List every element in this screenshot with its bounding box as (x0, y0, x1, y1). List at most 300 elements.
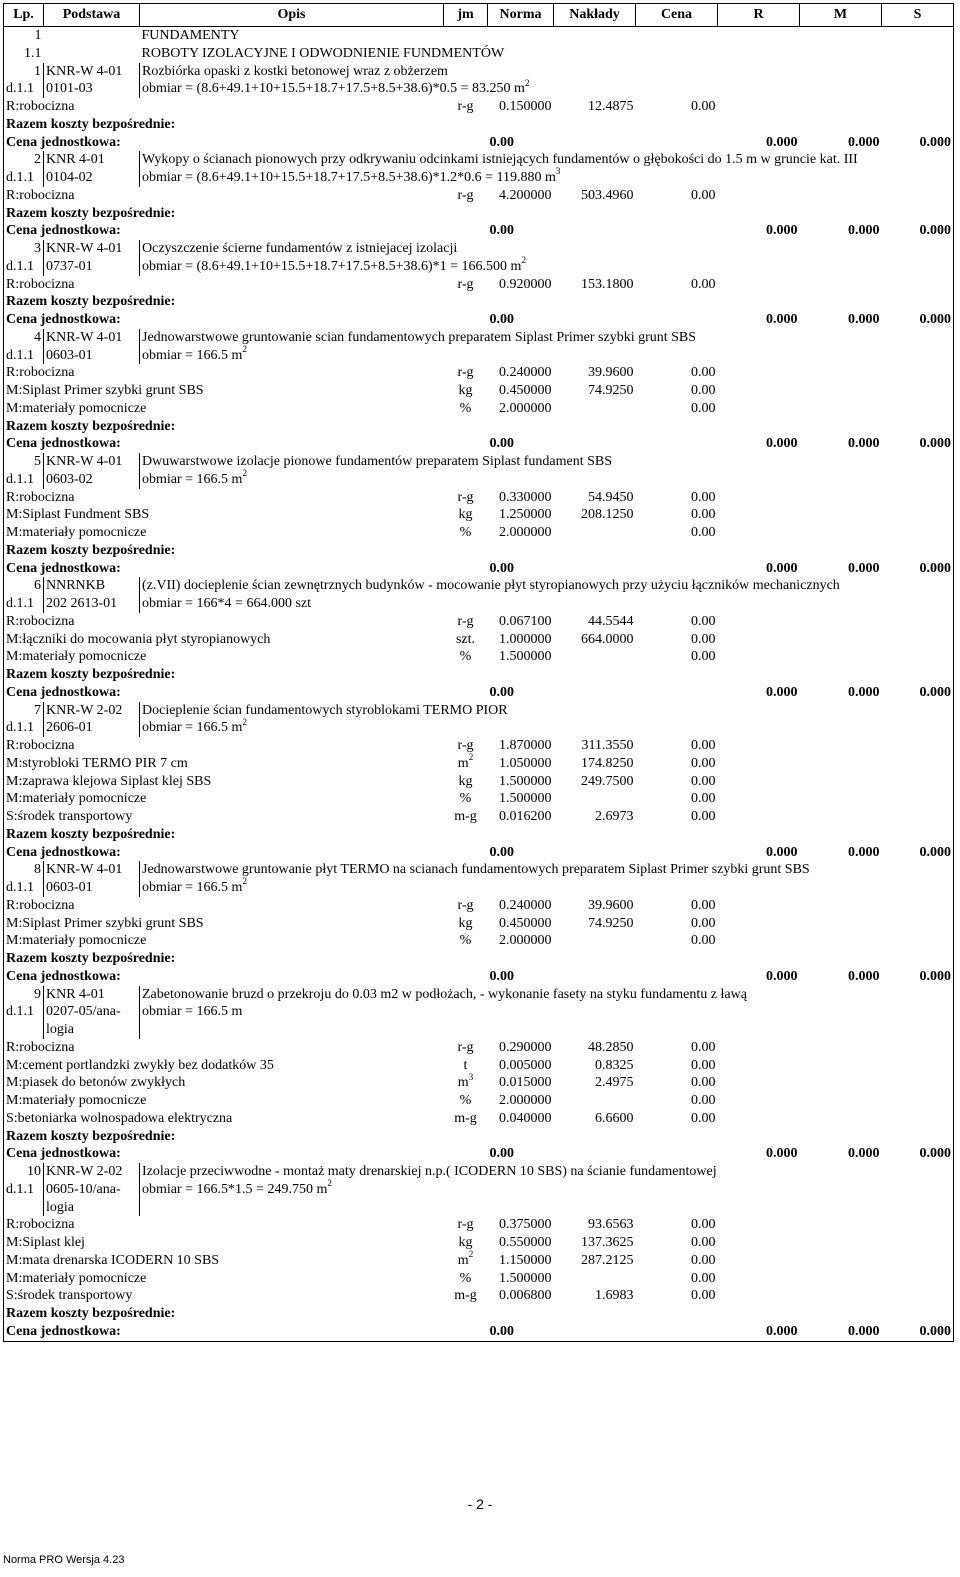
resource-row (4, 276, 954, 294)
resource-name: M:materiały pomocnicze (4, 524, 444, 542)
resource-unit-text: kg (458, 773, 473, 789)
item-obmiar-exponent: 2 (521, 255, 526, 266)
item-obmiar-exponent: 2 (524, 77, 530, 88)
item-basis-position: 0605-10/ana- (44, 1181, 140, 1199)
resource-row (4, 1270, 954, 1288)
col-header-naklady: Nakłady (554, 4, 636, 27)
direct-costs-label: Razem koszty bezpośrednie: (4, 293, 882, 311)
resource-unit-text: t (463, 1057, 468, 1073)
resource-name: M:materiały pomocnicze (4, 1092, 444, 1110)
item-lp: 2 (4, 151, 44, 169)
unit-price-m: 0.000 (848, 560, 880, 576)
resource-unit-text: % (459, 649, 472, 665)
resource-cena: 0.00 (691, 400, 716, 416)
resource-unit-exponent: 2 (468, 752, 474, 763)
item-lp-section: d.1.1 (4, 1003, 44, 1021)
subsection-row (4, 45, 954, 63)
resource-row (4, 382, 954, 400)
resource-norma: 0.450000 (499, 383, 552, 398)
unit-price-label: Cena jednostkowa: (4, 134, 444, 152)
resource-cena: 0.00 (691, 1039, 716, 1055)
resource-naklady: 137.3625 (581, 1235, 634, 1250)
resource-unit (444, 1092, 488, 1110)
resource-unit (444, 1110, 488, 1128)
resource-unit (444, 932, 488, 950)
item-description: Dwuwarstwowe izolacje pionowe fundamentów preparatem Siplast fundament SBS (140, 453, 882, 471)
item-obmiar-text: obmiar = (8.6+49.1+10+15.5+18.7+17.5+8.5+38.6)*1 = 166.500 m (142, 258, 522, 274)
resource-cena: 0.00 (691, 1110, 716, 1126)
item-basis-catalog: KNR-W 4-01 (44, 329, 140, 347)
resource-unit (444, 1249, 488, 1270)
resource-row (4, 648, 954, 666)
resource-unit (444, 631, 488, 649)
unit-price-label: Cena jednostkowa: (4, 560, 444, 578)
resource-norma: 0.550000 (499, 1235, 552, 1250)
resource-cena: 0.00 (691, 525, 716, 540)
direct-costs-row (4, 205, 954, 223)
item-lp-section: d.1.1 (4, 169, 44, 187)
unit-price-s: 0.000 (882, 684, 954, 702)
resource-unit-text: m (457, 1075, 469, 1091)
unit-price-s: 0.000 (882, 435, 954, 453)
col-header-cena: Cena (636, 4, 718, 27)
item-obmiar (140, 77, 882, 98)
item-basis-catalog: KNR-W 4-01 (44, 240, 140, 258)
resource-row (4, 631, 954, 649)
item-basis-position: 0101-03 (44, 80, 140, 98)
item-basis-catalog: NNRNKB (44, 577, 140, 595)
direct-costs-row (4, 1128, 954, 1146)
resource-cena: 0.00 (691, 1235, 716, 1250)
unit-price-value: 0.00 (489, 134, 514, 150)
item-row (4, 63, 954, 81)
resource-norma: 0.920000 (499, 276, 552, 292)
resource-row (4, 1074, 954, 1092)
item-obmiar (140, 343, 882, 365)
resource-norma: 0.067100 (499, 613, 552, 629)
direct-costs-label: Razem koszty bezpośrednie: (4, 418, 882, 436)
col-header-r: R (718, 4, 800, 27)
unit-price-m: 0.000 (848, 134, 880, 150)
resource-unit-text: r-g (457, 276, 474, 292)
unit-price-value: 0.00 (489, 844, 514, 860)
resource-row (4, 737, 954, 755)
item-row (4, 240, 954, 258)
resource-row (4, 790, 954, 808)
unit-price-r: 0.000 (766, 134, 798, 150)
unit-price-row (4, 222, 954, 240)
resource-unit-text: r-g (457, 489, 474, 505)
resource-unit-text: % (459, 1270, 472, 1286)
resource-name: M:zaprawa klejowa Siplast klej SBS (4, 773, 444, 791)
unit-price-label: Cena jednostkowa: (4, 311, 444, 329)
resource-row (4, 1252, 954, 1270)
resource-unit-text: % (459, 933, 472, 949)
resource-name: R:robocizna (4, 737, 444, 755)
item-basis-continuation-row (4, 1021, 954, 1039)
resource-name: M:mata drenarska ICODERN 10 SBS (4, 1252, 444, 1270)
resource-name: R:robocizna (4, 187, 444, 205)
col-header-lp: Lp. (4, 4, 44, 27)
item-obmiar-exponent: 3 (555, 166, 561, 177)
resource-unit (444, 506, 488, 524)
resource-unit (444, 648, 488, 666)
item-obmiar-text: obmiar = 166.5 m (142, 471, 243, 487)
item-obmiar (140, 876, 882, 897)
resource-norma: 0.240000 (499, 897, 552, 913)
resource-unit-text: kg (458, 383, 473, 398)
item-lp-section: d.1.1 (4, 595, 44, 613)
resource-unit (444, 1071, 488, 1092)
resource-cena: 0.00 (691, 1075, 716, 1091)
resource-naklady: 174.8250 (581, 755, 634, 771)
resource-unit-text: r-g (457, 1217, 474, 1233)
resource-unit (444, 1287, 488, 1305)
item-description: Izolacje przeciwwodne - montaż maty drenarskiej n.p.( ICODERN 10 SBS) na ścianie fundamentowej (140, 1163, 882, 1181)
section-number: 1 (4, 27, 44, 45)
resource-norma: 1.500000 (499, 791, 552, 807)
resource-row (4, 613, 954, 631)
resource-norma: 0.450000 (499, 915, 552, 931)
unit-price-m: 0.000 (800, 1323, 882, 1341)
section-row (4, 27, 954, 45)
direct-costs-row (4, 1305, 954, 1323)
resource-unit (444, 1039, 488, 1057)
unit-price-row (4, 844, 954, 862)
resource-name: R:robocizna (4, 489, 444, 507)
resource-unit (444, 773, 488, 791)
resource-unit (444, 737, 488, 755)
item-basis-continuation: logia (44, 1199, 140, 1217)
resource-naklady: 74.9250 (588, 383, 634, 398)
resource-cena: 0.00 (691, 187, 716, 203)
resource-cena: 0.00 (691, 1252, 716, 1268)
resource-name: M:Siplast Primer szybki grunt SBS (4, 915, 444, 933)
item-obmiar (140, 468, 882, 489)
item-row (4, 329, 954, 347)
item-basis-catalog: KNR-W 2-02 (44, 702, 140, 720)
resource-unit (444, 364, 488, 382)
item-obmiar (140, 716, 882, 737)
resource-unit-text: r-g (457, 897, 474, 913)
resource-naklady (554, 932, 636, 950)
resource-name: M:cement portlandzki zwykły bez dodatków 35 (4, 1057, 444, 1075)
resource-name: M:Siplast klej (4, 1234, 444, 1252)
resource-naklady: 2.4975 (595, 1075, 634, 1091)
resource-cena: 0.00 (691, 383, 716, 398)
item-basis-continuation-row (4, 1199, 954, 1217)
resource-name: R:robocizna (4, 897, 444, 915)
item-basis-catalog: KNR 4-01 (44, 986, 140, 1004)
unit-price-label: Cena jednostkowa: (4, 684, 444, 702)
resource-norma: 1.500000 (499, 1270, 552, 1286)
item-description: Docieplenie ścian fundamentowych styroblokami TERMO PIOR (140, 702, 882, 720)
resource-row (4, 1039, 954, 1057)
item-basis-catalog: KNR-W 4-01 (44, 63, 140, 81)
unit-price-label: Cena jednostkowa: (4, 222, 444, 240)
resource-name: M:materiały pomocnicze (4, 932, 444, 950)
resource-name: M:piasek do betonów zwykłych (4, 1074, 444, 1092)
resource-unit (444, 524, 488, 542)
resource-norma: 2.000000 (499, 525, 552, 540)
resource-naklady: 74.9250 (588, 915, 634, 931)
unit-price-s: 0.000 (882, 560, 954, 578)
unit-price-r: 0.000 (766, 560, 798, 576)
unit-price-m: 0.000 (848, 968, 880, 984)
item-obmiar-exponent: 2 (242, 716, 247, 727)
unit-price-row (4, 684, 954, 702)
item-description: Jednowarstwowe gruntowanie scian fundamentowych preparatem Siplast Primer szybki grunt SBS (140, 329, 882, 347)
item-measure-row (4, 1003, 954, 1021)
unit-price-row (4, 1323, 954, 1341)
resource-norma: 0.290000 (499, 1039, 552, 1055)
resource-cena: 0.00 (691, 755, 716, 771)
direct-costs-row (4, 293, 954, 311)
resource-name: M:materiały pomocnicze (4, 400, 444, 418)
resource-naklady: 311.3550 (581, 738, 634, 753)
item-basis-catalog: KNR-W 2-02 (44, 1163, 140, 1181)
resource-name: S:środek transportowy (4, 1287, 444, 1305)
resource-unit-text: r-g (457, 99, 474, 114)
resource-unit (444, 276, 488, 294)
unit-price-value: 0.00 (489, 1146, 514, 1162)
item-measure-row (4, 595, 954, 613)
resource-unit (444, 915, 488, 933)
col-header-jm: jm (444, 4, 488, 27)
item-basis-position: 2606-01 (44, 719, 140, 737)
unit-price-row (4, 134, 954, 152)
item-lp-section: d.1.1 (4, 471, 44, 489)
item-description: Rozbiórka opaski z kostki betonowej wraz z obżerzem (140, 63, 882, 81)
resource-name: S:betoniarka wolnospadowa elektryczna (4, 1110, 444, 1128)
item-description: Wykopy o ścianach pionowych przy odkrywaniu odcinkami istniejących fundamentów o głębokości do 1.5 m w gruncie kat. III (140, 151, 882, 169)
item-lp-section: d.1.1 (4, 719, 44, 737)
resource-norma: 2.000000 (499, 400, 552, 416)
resource-naklady (554, 400, 636, 418)
resource-naklady: 153.1800 (581, 276, 634, 292)
footer-software-version: Norma PRO Wersja 4.23 (3, 1554, 125, 1566)
item-measure-row (4, 879, 954, 897)
item-lp-section: d.1.1 (4, 879, 44, 897)
resource-naklady: 39.9600 (588, 897, 634, 913)
resource-naklady: 48.2850 (588, 1039, 634, 1055)
resource-unit (444, 382, 488, 400)
resource-cena: 0.00 (691, 276, 716, 292)
resource-unit (444, 752, 488, 773)
resource-row (4, 506, 954, 524)
resource-naklady: 1.6983 (595, 1288, 634, 1304)
resource-naklady: 2.6973 (595, 809, 634, 824)
resource-name: M:Siplast Primer szybki grunt SBS (4, 382, 444, 400)
resource-cena: 0.00 (691, 1057, 716, 1073)
resource-row (4, 808, 954, 826)
resource-row (4, 400, 954, 418)
resource-unit-text: % (459, 525, 472, 540)
col-header-s: S (882, 4, 954, 27)
resource-cena: 0.00 (691, 738, 716, 753)
resource-norma: 1.500000 (499, 649, 552, 665)
item-basis-catalog: KNR 4-01 (44, 151, 140, 169)
resource-cena: 0.00 (691, 773, 716, 789)
resource-unit-text: r-g (457, 1039, 474, 1055)
resource-name: R:robocizna (4, 613, 444, 631)
resource-name: M:łączniki do mocowania płyt styropianowych (4, 631, 444, 649)
resource-naklady: 503.4960 (581, 187, 634, 203)
col-header-podstawa: Podstawa (44, 4, 140, 27)
direct-costs-row (4, 666, 954, 684)
resource-cena: 0.00 (691, 1093, 716, 1108)
resource-unit (444, 489, 488, 507)
resource-norma: 1.050000 (499, 755, 552, 771)
resource-row (4, 1287, 954, 1305)
item-measure-row (4, 258, 954, 276)
item-obmiar-text: obmiar = 166.5 m (142, 1004, 243, 1020)
resource-norma: 1.870000 (499, 738, 552, 753)
unit-price-r: 0.000 (766, 968, 798, 984)
resource-cena: 0.00 (691, 489, 716, 505)
resource-norma: 0.240000 (499, 365, 552, 381)
item-lp: 4 (4, 329, 44, 347)
unit-price-m: 0.000 (848, 223, 880, 239)
resource-unit (444, 1234, 488, 1252)
item-obmiar-text: obmiar = 166.5 m (142, 347, 243, 363)
resource-cena: 0.00 (691, 507, 716, 523)
resource-naklady (554, 1092, 636, 1110)
resource-naklady: 93.6563 (588, 1217, 634, 1233)
item-measure-row (4, 347, 954, 365)
item-obmiar-text: obmiar = 166.5 m (142, 720, 243, 736)
unit-price-r: 0.000 (766, 436, 798, 452)
resource-row (4, 489, 954, 507)
resource-unit (444, 897, 488, 915)
resource-cena: 0.00 (691, 365, 716, 381)
item-basis-position: 0737-01 (44, 258, 140, 276)
item-measure-row (4, 471, 954, 489)
resource-naklady (554, 1270, 636, 1288)
page-number: - 2 - (467, 1496, 493, 1512)
item-obmiar-exponent: 2 (242, 468, 247, 479)
resource-row (4, 1234, 954, 1252)
unit-price-m: 0.000 (848, 844, 880, 860)
direct-costs-row (4, 826, 954, 844)
resource-norma: 0.005000 (499, 1057, 552, 1073)
item-obmiar-text: obmiar = (8.6+49.1+10+15.5+18.7+17.5+8.5+38.6)*0.5 = 83.250 m (142, 81, 525, 97)
resource-unit-text: r-g (457, 365, 474, 381)
resource-naklady: 44.5544 (588, 613, 634, 629)
item-measure-row (4, 719, 954, 737)
item-basis-catalog: KNR-W 4-01 (44, 453, 140, 471)
item-basis-position: 202 2613-01 (44, 595, 140, 613)
col-header-opis: Opis (140, 4, 444, 27)
direct-costs-row (4, 418, 954, 436)
unit-price-m: 0.000 (848, 684, 880, 700)
resource-row (4, 915, 954, 933)
resource-unit-text: % (459, 400, 472, 416)
resource-row (4, 1216, 954, 1234)
unit-price-label: Cena jednostkowa: (4, 1145, 444, 1163)
item-obmiar (140, 1178, 882, 1199)
resource-unit (444, 808, 488, 826)
unit-price-label: Cena jednostkowa: (4, 435, 444, 453)
resource-row (4, 98, 954, 116)
resource-unit-text: % (459, 1093, 472, 1108)
item-basis-continuation: logia (44, 1021, 140, 1039)
unit-price-label: Cena jednostkowa: (4, 1323, 444, 1341)
resource-row (4, 755, 954, 773)
resource-name: R:robocizna (4, 1039, 444, 1057)
direct-costs-label: Razem koszty bezpośrednie: (4, 826, 882, 844)
item-basis-position: 0104-02 (44, 169, 140, 187)
resource-row (4, 773, 954, 791)
resource-naklady: 54.9450 (588, 489, 634, 505)
resource-naklady: 6.6600 (595, 1110, 634, 1126)
resource-norma: 4.200000 (499, 187, 552, 203)
item-basis-position: 0603-01 (44, 879, 140, 897)
resource-row (4, 932, 954, 950)
resource-unit-text: kg (458, 1235, 473, 1250)
item-obmiar-exponent: 2 (242, 876, 247, 887)
unit-price-value: 0.00 (489, 312, 514, 327)
resource-unit-text: m-g (454, 1110, 477, 1126)
item-obmiar-text: obmiar = (8.6+49.1+10+15.5+18.7+17.5+8.5+38.6)*1.2*0.6 = 119.880 m (142, 170, 556, 185)
item-row (4, 577, 954, 595)
item-description: Oczyszczenie ścierne fundamentów z istniejacej izolacji (140, 240, 882, 258)
item-obmiar-text: obmiar = 166.5 m (142, 880, 243, 895)
resource-naklady (554, 790, 636, 808)
resource-norma: 1.250000 (499, 507, 552, 523)
item-obmiar-text: obmiar = 166*4 = 664.000 szt (142, 596, 311, 611)
resource-naklady: 208.1250 (581, 507, 634, 523)
resource-unit (444, 98, 488, 116)
resource-row (4, 524, 954, 542)
unit-price-s: 0.000 (882, 844, 954, 862)
resource-unit (444, 1216, 488, 1234)
item-lp: 5 (4, 453, 44, 471)
direct-costs-label: Razem koszty bezpośrednie: (4, 950, 882, 968)
resource-norma: 0.040000 (499, 1110, 552, 1126)
resource-cena: 0.00 (691, 933, 716, 949)
item-obmiar-exponent: 2 (327, 1178, 332, 1189)
resource-unit (444, 1270, 488, 1288)
item-basis-position: 0207-05/ana- (44, 1003, 140, 1021)
resource-row (4, 1092, 954, 1110)
unit-price-value: 0.00 (489, 436, 514, 452)
table-header-row (4, 4, 954, 27)
resource-naklady: 39.9600 (588, 365, 634, 381)
unit-price-m: 0.000 (848, 312, 880, 327)
resource-row (4, 1057, 954, 1075)
resource-unit-exponent: 3 (468, 1071, 474, 1082)
direct-costs-label: Razem koszty bezpośrednie: (4, 1305, 882, 1323)
item-description: Zabetonowanie bruzd o przekroju do 0.03 m2 w podłożach, - wykonanie fasety na styku fundamentu z ławą (140, 986, 882, 1004)
resource-name: M:materiały pomocnicze (4, 790, 444, 808)
item-lp: 7 (4, 702, 44, 720)
unit-price-value: 0.00 (489, 684, 514, 700)
resource-unit-text: kg (458, 915, 473, 931)
resource-norma: 1.000000 (499, 631, 552, 647)
direct-costs-row (4, 116, 954, 134)
resource-cena: 0.00 (691, 649, 716, 665)
item-lp: 9 (4, 986, 44, 1004)
resource-unit (444, 400, 488, 418)
item-row (4, 861, 954, 879)
item-obmiar (140, 166, 882, 187)
resource-name: R:robocizna (4, 364, 444, 382)
resource-norma: 2.000000 (499, 933, 552, 949)
unit-price-s: 0.000 (882, 1145, 954, 1163)
item-measure-row (4, 169, 954, 187)
resource-name: S:środek transportowy (4, 808, 444, 826)
